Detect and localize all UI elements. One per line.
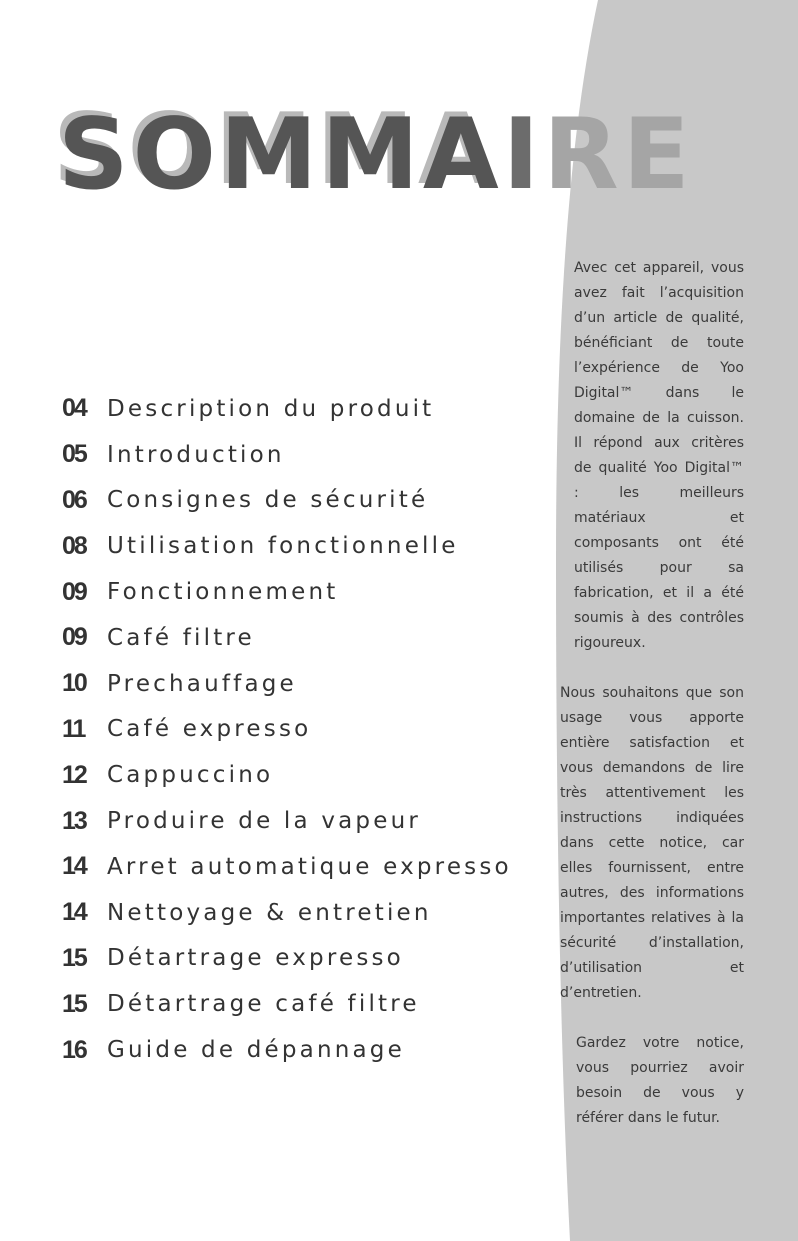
toc-entry	[62, 752, 542, 798]
toc-entry	[62, 615, 542, 661]
toc-page-number: 16	[62, 1035, 86, 1064]
toc-entry	[62, 386, 542, 432]
toc-page-number: 14	[62, 852, 86, 881]
toc-entry	[62, 1027, 542, 1073]
toc-label: Introduction	[107, 441, 285, 468]
toc-entry	[62, 661, 542, 707]
title-part-dark: SOMMA	[58, 98, 503, 212]
toc-page-number: 12	[62, 760, 86, 789]
intro-paragraph-1: Avec cet appareil, vous avez fait l’acquisition d’un article de qualité, bénéficiant de toute l’expérience de Yoo Digital™ dans le domaine de la cuisson. Il répond aux critères de qualité Yoo Digital™ : les meilleurs matériaux et composants ont été utilisés pour sa fabrication, et il a été soumis à des contrôles rigoureux.	[574, 260, 744, 651]
intro-paragraph-3: Gardez votre notice, vous pourriez avoir besoin de vous y référer dans le futur.	[576, 1035, 744, 1126]
toc-label: Détartrage café filtre	[107, 991, 420, 1018]
toc-page-number: 09	[62, 577, 86, 606]
table-of-contents	[62, 386, 542, 1073]
toc-entry	[62, 890, 542, 936]
title-part-i: I	[502, 98, 544, 212]
toc-label: Détartrage expresso	[107, 945, 404, 972]
toc-page-number: 10	[62, 669, 86, 698]
toc-page-number: 09	[62, 623, 86, 652]
toc-entry	[62, 981, 542, 1027]
toc-entry	[62, 523, 542, 569]
toc-page-number: 11	[62, 714, 85, 743]
toc-label: Description du produit	[107, 395, 435, 422]
toc-entry	[62, 844, 542, 890]
page-title	[58, 100, 778, 210]
toc-label: Café expresso	[107, 716, 312, 743]
toc-label: Cappuccino	[107, 762, 274, 789]
toc-label: Guide de dépannage	[107, 1037, 405, 1064]
toc-page-number: 14	[62, 898, 86, 927]
toc-entry	[62, 798, 542, 844]
toc-label: Nettoyage & entretien	[107, 899, 432, 926]
toc-entry	[62, 569, 542, 615]
toc-label: Café filtre	[107, 624, 255, 651]
intro-paragraph-2: Nous souhaitons que son usage vous apporte entière satisfaction et vous demandons de lire très attentivement les instructions indiquées dans cette notice, car elles fournissent, entre autres, des informations importantes relatives à la sécurité d’installation, d’utilisation et d’entretien.	[560, 685, 744, 1001]
toc-label: Consignes de sécurité	[107, 487, 429, 514]
intro-text-column	[560, 256, 744, 1131]
toc-page-number: 08	[62, 531, 86, 560]
toc-label: Prechauffage	[107, 670, 297, 697]
toc-label: Fonctionnement	[107, 579, 339, 606]
toc-page-number: 13	[62, 806, 86, 835]
toc-page-number: 06	[62, 485, 86, 514]
title-part-light: RE	[543, 98, 694, 212]
toc-label: Arret automatique expresso	[107, 853, 512, 880]
toc-label: Utilisation fonctionnelle	[107, 533, 459, 560]
toc-page-number: 15	[62, 943, 86, 972]
toc-entry	[62, 707, 542, 753]
toc-label: Produire de la vapeur	[107, 808, 422, 835]
toc-entry	[62, 936, 542, 982]
toc-page-number: 05	[62, 440, 86, 469]
toc-entry	[62, 478, 542, 524]
toc-entry	[62, 432, 542, 478]
toc-page-number: 04	[62, 394, 86, 423]
toc-page-number: 15	[62, 989, 86, 1018]
